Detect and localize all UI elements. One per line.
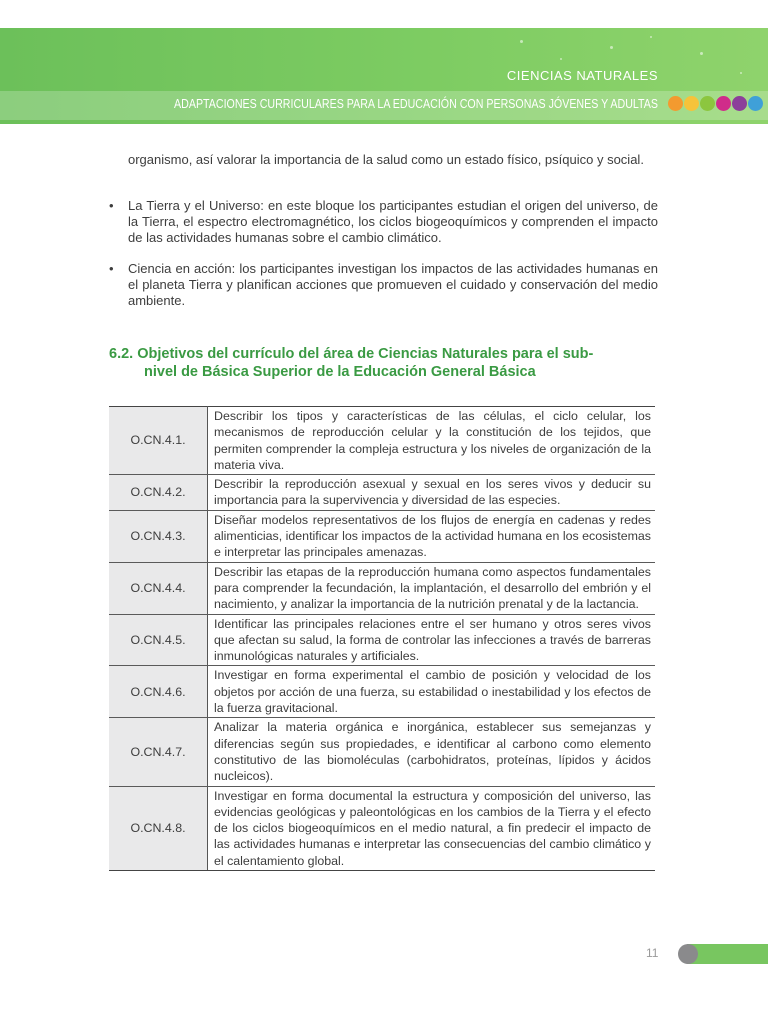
- header-title: CIENCIAS NATURALES: [506, 68, 658, 83]
- objective-text: Diseñar modelos representativos de los flujos de energía en cadenas y redes alimenticias, identificar los impactos de la actividad humana en los ecosistemas e interpretar las principales amenazas.: [208, 510, 656, 562]
- table-row: [109, 510, 655, 562]
- footer-bar: [687, 944, 768, 964]
- objective-text: Describir las etapas de la reproducción humana como aspectos fundamentales para comprender la fecundación, la implantación, el desarrollo del embrión y el nacimiento, y analizar la importancia de la nutrición prenatal y de la lactancia.: [208, 562, 656, 614]
- color-dot: [668, 96, 683, 111]
- table-row: [109, 407, 655, 475]
- color-dot: [748, 96, 763, 111]
- header-subtitle: ADAPTACIONES CURRICULARES PARA LA EDUCACIÓN CON PERSONAS JÓVENES Y ADULTAS: [174, 96, 658, 111]
- color-dot: [700, 96, 715, 111]
- bullet-marker: •: [109, 261, 114, 276]
- color-dot: [716, 96, 731, 111]
- objective-code: O.CN.4.1.: [109, 407, 208, 475]
- section-heading-line1: 6.2. Objetivos del currículo del área de Ciencias Naturales para el sub-: [109, 346, 594, 362]
- objective-code: O.CN.4.8.: [109, 786, 208, 870]
- color-dot: [732, 96, 747, 111]
- objective-text: Describir la reproducción asexual y sexual en los seres vivos y deducir su importancia para la supervivencia y diversidad de las especies.: [208, 475, 656, 511]
- table-row: [109, 475, 655, 511]
- bullet-tierra-universo: La Tierra y el Universo: en este bloque los participantes estudian el origen del universo, de la Tierra, el espectro electromagnético, los ciclos biogeoquímicos y comprenden el impacto de las actividades humanas sobre el cambio climático.: [128, 198, 658, 245]
- objective-text: Investigar en forma experimental el cambio de posición y velocidad de los objetos por acción de una fuerza, su estabilidad o inestabilidad y los efectos de la fuerza gravitacional.: [208, 666, 656, 718]
- objective-code: O.CN.4.5.: [109, 614, 208, 666]
- color-dot: [684, 96, 699, 111]
- page-number: 11: [646, 946, 659, 960]
- table-row: [109, 786, 655, 870]
- objective-text: Investigar en forma documental la estructura y composición del universo, las evidencias geológicas y paleontológicas en los cambios de la Tierra y el efecto de los ciclos biogeoquímicos en el medio natural, a fin predecir el impacto de las actividades humanas e interpretar las consecuencias del cambio climático y el calentamiento global.: [208, 786, 656, 870]
- objective-code: O.CN.4.4.: [109, 562, 208, 614]
- section-heading-line2: nivel de Básica Superior de la Educación General Básica: [144, 364, 536, 380]
- bullet-marker: •: [109, 198, 114, 213]
- decor-sparkle: [700, 52, 703, 55]
- intro-continuation: organismo, así valorar la importancia de la salud como un estado físico, psíquico y social.: [128, 152, 644, 167]
- objectives-table: [109, 406, 655, 871]
- bullet-ciencia-accion: Ciencia en acción: los participantes investigan los impactos de las actividades humanas en el planeta Tierra y planifican acciones que promueven el cuidado y conservación del medio ambiente.: [128, 261, 658, 308]
- footer-dot: [678, 944, 698, 964]
- decor-sparkle: [560, 58, 562, 60]
- decor-sparkle: [650, 36, 652, 38]
- objective-code: O.CN.4.2.: [109, 475, 208, 511]
- table-row: [109, 614, 655, 666]
- page-header: [0, 28, 768, 124]
- objective-code: O.CN.4.7.: [109, 718, 208, 786]
- objective-text: Identificar las principales relaciones entre el ser humano y otros seres vivos que afectan su salud, la forma de controlar las infecciones a través de barreras inmunológicas naturales y artificiales.: [208, 614, 656, 666]
- table-row: [109, 718, 655, 786]
- decor-sparkle: [520, 40, 523, 43]
- objective-text: Describir los tipos y características de las células, el ciclo celular, los mecanismos de reproducción celular y la constitución de los tejidos, que permiten comprender la compleja estructura y los niveles de organización de la materia viva.: [208, 407, 656, 475]
- table-row: [109, 666, 655, 718]
- objective-code: O.CN.4.3.: [109, 510, 208, 562]
- objective-text: Analizar la materia orgánica e inorgánica, establecer sus semejanzas y diferencias según sus propiedades, e identificar al carbono como elemento constitutivo de las biomoléculas (carbohidratos, proteínas, lípidos y ácidos nucleicos).: [208, 718, 656, 786]
- table-row: [109, 562, 655, 614]
- section-heading: [109, 345, 659, 381]
- decor-sparkle: [740, 72, 742, 74]
- decor-sparkle: [610, 46, 613, 49]
- objective-code: O.CN.4.6.: [109, 666, 208, 718]
